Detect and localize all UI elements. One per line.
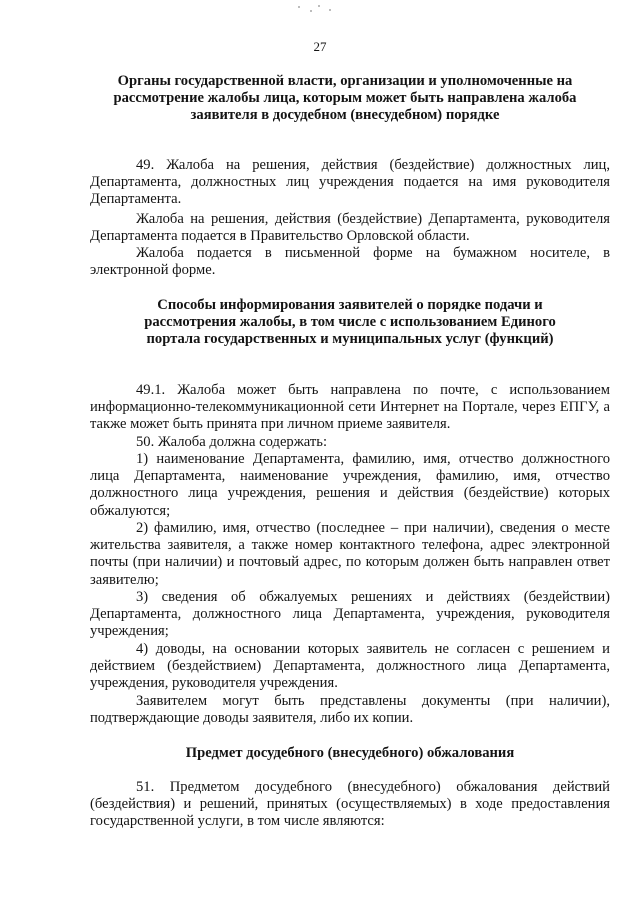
paragraph-documents: Заявителем могут быть представлены документы (при наличии), подтверждающие доводы заявителя, либо их копии. (90, 693, 610, 727)
paragraph-51: 51. Предметом досудебного (внесудебного) обжалования действий (бездействия) и решений, принятых (осуществляемых) в ходе предоставления государственной услуги, в том числе являются: (90, 779, 610, 830)
paragraph-49-1: 49.1. Жалоба может быть направлена по почте, с использованием информационно-телекоммуникационной сети Интернет на Портале, через ЕПГУ, а также может быть принята при личном приеме заявителя. (90, 382, 610, 433)
page-number: 27 (313, 39, 327, 54)
scan-artifact (296, 4, 336, 16)
paragraph-49: 49. Жалоба на решения, действия (бездействие) должностных лиц, Департамента, должностных лиц учреждения подается на имя руководителя Департамента. (90, 157, 610, 208)
list-item-4: 4) доводы, на основании которых заявитель не согласен с решением и действием (бездействием) Департамента, должностного лица Департамента, учреждения, руководителя учреждения. (90, 641, 610, 692)
section-heading-informing: Способы информирования заявителей о порядке подачи и рассмотрения жалобы, в том числе с использованием Единого портала государственных и муниципальных услуг (функций) (144, 297, 556, 347)
list-item-3: 3) сведения об обжалуемых решениях и действиях (бездействии) Департамента, должностного лица Департамента, учреждения, руководителя учреждения; (90, 589, 610, 640)
list-item-1: 1) наименование Департамента, фамилию, имя, отчество должностного лица Департамента, наименование учреждения, фамилию, имя, отчество должностного лица учреждения, решения и действия (бездействие) которых обжалуются; (90, 451, 610, 519)
paragraph-50: 50. Жалоба должна содержать: (136, 434, 327, 450)
section-heading-subject: Предмет досудебного (внесудебного) обжалования (185, 745, 515, 761)
list-item-2: 2) фамилию, имя, отчество (последнее – при наличии), сведения о месте жительства заявителя, а также номер контактного телефона, адрес электронной почты (при наличии) и почтовый адрес, по которым должен быть направлен ответ заявителю; (90, 520, 610, 588)
paragraph-complaint-form: Жалоба подается в письменной форме на бумажном носителе, в электронной форме. (90, 245, 610, 279)
section-heading-authorities: Органы государственной власти, организации и уполномоченные на рассмотрение жалобы лица, которым может быть направлена жалоба заявителя в досудебном (внесудебном) порядке (113, 73, 577, 123)
paragraph-complaint-government: Жалоба на решения, действия (бездействие) Департамента, руководителя Департамента подается в Правительство Орловской области. (90, 211, 610, 245)
